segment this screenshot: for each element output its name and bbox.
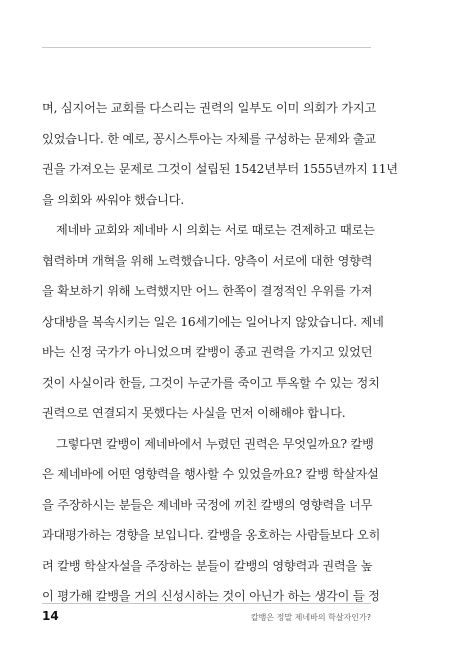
footer-rule <box>42 603 371 604</box>
text-line: 며, 심지어는 교회를 다스리는 권력의 일부도 이미 의회가 가지고 <box>42 101 376 115</box>
text-line: 것이 사실이라 한들, 그것이 누군가를 죽이고 투옥할 수 있는 정치 <box>42 375 380 390</box>
page-number: 14 <box>42 609 59 623</box>
text-line: 제네바 교회와 제네바 시 의회는 서로 때로는 견제하고 때로는 <box>56 223 375 237</box>
text-line: 과대평가하는 경향을 보입니다. 칼뱅을 옹호하는 사람들보다 오히 <box>42 528 381 542</box>
text-line: 권을 가져오는 문제로 그것이 설립된 1542년부터 1555년까지 11년 <box>42 162 398 176</box>
text-line: 이 평가해 칼뱅을 거의 신성시하는 것이 아닌가 하는 생각이 들 정 <box>42 589 380 603</box>
text-line: 그렇다면 칼뱅이 제네바에서 누렸던 권력은 무엇일까요? 칼뱅 <box>56 436 374 451</box>
text-line: 있었습니다. 한 예로, 꽁시스투아는 자체를 구성하는 문제와 출교 <box>42 131 376 146</box>
text-line: 바는 신정 국가가 아니었으며 칼뱅이 종교 권력을 가지고 있었던 <box>42 345 373 359</box>
text-line: 을 주장하시는 분들은 제네바 국정에 끼친 칼뱅의 영향력을 너무 <box>42 497 373 512</box>
running-title: 칼뱅은 정말 제네바의 학살자인가? <box>250 613 371 622</box>
text-line: 을 확보하기 위해 노력했지만 어느 한쪽이 결정적인 우위를 가져 <box>42 284 373 298</box>
text-line: 권력으로 연결되지 못했다는 사실을 먼저 이해해야 합니다. <box>42 406 346 420</box>
text-line: 협력하며 개혁을 위해 노력했습니다. 양측이 서로에 대한 영향력 <box>42 253 373 268</box>
top-rule <box>42 47 371 48</box>
body-text <box>42 93 398 612</box>
text-line: 려 칼뱅 학살자설을 주장하는 분들이 칼뱅의 영향력과 권력을 높 <box>42 558 373 573</box>
text-line: 을 의회와 싸워야 했습니다. <box>42 192 185 207</box>
text-line: 상대방을 복속시키는 일은 16세기에는 일어나지 않았습니다. 제네 <box>42 314 384 329</box>
text-line: 은 제네바에 어떤 영향력을 행사할 수 있었을까요? 칼뱅 학살자설 <box>42 467 379 481</box>
